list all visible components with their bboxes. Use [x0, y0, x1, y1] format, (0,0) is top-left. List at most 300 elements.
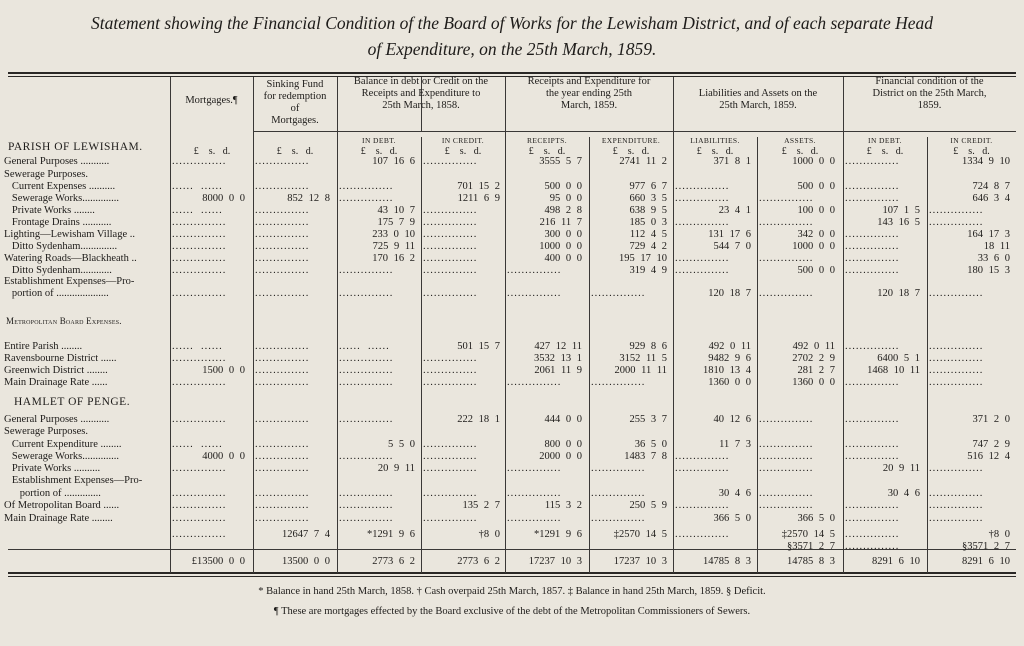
leader-dots: ...............: [172, 156, 227, 167]
amount-cell: 371 2 0: [972, 414, 1010, 425]
leader-dots: ...............: [423, 241, 478, 252]
amount-cell: 9482 9 6: [708, 353, 751, 364]
amount-cell: 17237 10 3: [613, 556, 667, 567]
leader-dots: ...............: [507, 513, 562, 524]
leader-dots: ...............: [591, 488, 646, 499]
leader-dots: ...............: [172, 414, 227, 425]
leader-dots: ...............: [845, 193, 900, 204]
psd-label: £ s. d.: [444, 146, 482, 157]
leader-dots: ...............: [845, 181, 900, 192]
amount-cell: 43 10 7: [377, 205, 415, 216]
leader-dots: ...............: [929, 353, 984, 364]
amount-cell: 929 8 6: [629, 341, 667, 352]
leader-dots: ...............: [759, 288, 814, 299]
leader-dots: ...............: [172, 265, 227, 276]
amount-cell: 30 4 6: [887, 488, 920, 499]
leader-dots: ...............: [759, 451, 814, 462]
amount-cell: 1810 13 4: [703, 365, 751, 376]
amount-cell: 36 5 0: [634, 439, 667, 450]
amount-cell: 300 0 0: [544, 229, 582, 240]
leader-dots: ...............: [845, 513, 900, 524]
leader-dots: ...............: [423, 463, 478, 474]
leader-dots: ...............: [845, 451, 900, 462]
leader-dots: ...............: [172, 241, 227, 252]
amount-cell: 500 0 0: [797, 181, 835, 192]
amount-cell: 1483 7 8: [624, 451, 667, 462]
amount-cell: 1468 10 11: [867, 365, 920, 376]
row-label: General Purposes ...........: [4, 414, 110, 425]
leader-dots: ...............: [507, 377, 562, 388]
amount-cell: 3152 11 5: [619, 353, 667, 364]
amount-cell: 1211 6 9: [457, 193, 500, 204]
leader-dots: ...............: [929, 365, 984, 376]
leader-dots: ...............: [423, 488, 478, 499]
leader-dots: ...............: [929, 288, 984, 299]
leader-dots: ...............: [591, 463, 646, 474]
amount-cell: 8291 6 10: [872, 556, 920, 567]
leader-dots: ...............: [172, 463, 227, 474]
amount-cell: 342 0 0: [797, 229, 835, 240]
amount-cell: 20 9 11: [377, 463, 415, 474]
amount-cell: 115 3 2: [544, 500, 582, 511]
amount-cell: 800 0 0: [544, 439, 582, 450]
leader-dots: ...............: [255, 181, 310, 192]
leader-dots: ...............: [172, 377, 227, 388]
amount-cell: 20 9 11: [882, 463, 920, 474]
leader-dots: ...............: [591, 288, 646, 299]
leader-dots: ...............: [759, 193, 814, 204]
leader-dots: ...............: [423, 365, 478, 376]
leader-dots: ...............: [675, 451, 730, 462]
leader-dots: ...............: [675, 529, 730, 540]
leader-dots: ...............: [929, 513, 984, 524]
leader-dots: ...............: [255, 241, 310, 252]
leader-dots: ...............: [423, 156, 478, 167]
subheader-receipts: RECEIPTS.: [526, 136, 568, 145]
leader-dots: ...............: [507, 288, 562, 299]
section-metropolitan: Metropolitan Board Expenses.: [6, 316, 122, 326]
psd-label: £ s. d.: [276, 146, 314, 157]
amount-cell: 4000 0 0: [202, 451, 245, 462]
subheader-expenditure: EXPENDITURE.: [601, 136, 661, 145]
amount-cell: 366 5 0: [797, 513, 835, 524]
col-divider: [927, 137, 928, 573]
amount-cell: 1334 9 10: [962, 156, 1010, 167]
leader-dots: ...............: [339, 513, 394, 524]
leader-dots: ...............: [845, 253, 900, 264]
leader-dots: ...............: [339, 500, 394, 511]
leader-dots: ...............: [172, 253, 227, 264]
leader-dots: ...............: [507, 265, 562, 276]
amount-cell: 107 16 6: [372, 156, 415, 167]
leader-dots: ...............: [255, 513, 310, 524]
psd-label: £ s. d.: [528, 146, 566, 157]
section-parish: PARISH OF LEWISHAM.: [8, 141, 143, 153]
amount-cell: 852 12 8: [287, 193, 330, 204]
amount-cell: 120 18 7: [877, 288, 920, 299]
leader-dots: ...............: [759, 439, 814, 450]
leader-dots: ...............: [675, 181, 730, 192]
amount-cell: 14785 8 3: [703, 556, 751, 567]
leader-dots: ...............: [339, 414, 394, 425]
leader-dots: ...............: [423, 288, 478, 299]
amount-cell: 2773 6 2: [457, 556, 500, 567]
amount-cell: 701 15 2: [457, 181, 500, 192]
leader-dots: ...............: [255, 156, 310, 167]
leader-dots: ...............: [339, 365, 394, 376]
row-label: Main Drainage Rate ........: [4, 513, 113, 524]
amount-cell: 2702 2 9: [792, 353, 835, 364]
leader-dots: ...............: [845, 541, 900, 552]
leader-dots: ...............: [255, 265, 310, 276]
leader-dots: ...............: [675, 265, 730, 276]
amount-cell: 492 0 11: [708, 341, 751, 352]
leader-dots: ...... ......: [172, 181, 223, 192]
leader-dots: ...............: [339, 265, 394, 276]
leader-dots: ...............: [339, 488, 394, 499]
leader-dots: ...............: [929, 463, 984, 474]
amount-cell: 281 2 7: [797, 365, 835, 376]
row-label: Watering Roads—Blackheath ..: [4, 253, 137, 264]
amount-cell: 498 2 8: [544, 205, 582, 216]
row-label: Frontage Drains ...........: [4, 217, 112, 228]
amount-cell: 1360 0 0: [792, 377, 835, 388]
header-liabilities-line: Liabilities and Assets on the: [698, 88, 818, 99]
amount-cell: *1291 9 6: [367, 529, 415, 540]
amount-cell: 143 16 5: [877, 217, 920, 228]
leader-dots: ...............: [675, 463, 730, 474]
leader-dots: ...............: [675, 217, 730, 228]
amount-cell: 8000 0 0: [202, 193, 245, 204]
leader-dots: ...............: [423, 253, 478, 264]
amount-cell: 2000 11 11: [614, 365, 667, 376]
amount-cell: *1291 9 6: [534, 529, 582, 540]
amount-cell: ‡2570 14 5: [781, 529, 835, 540]
leader-dots: ...............: [845, 265, 900, 276]
amount-cell: 107 1 5: [882, 205, 920, 216]
row-label: Main Drainage Rate ......: [4, 377, 108, 388]
amount-cell: 366 5 0: [713, 513, 751, 524]
title-line-2: of Expenditure, on the 25th March, 1859.: [367, 39, 657, 59]
amount-cell: 120 18 7: [708, 288, 751, 299]
amount-cell: 977 6 7: [629, 181, 667, 192]
amount-cell: 725 9 11: [372, 241, 415, 252]
amount-cell: 112 4 5: [629, 229, 667, 240]
leader-dots: ...............: [845, 529, 900, 540]
amount-cell: 18 11: [983, 241, 1010, 252]
title-line-1: Statement showing the Financial Condition of the Board of Works for the Lewisham District, and of each separate Head: [90, 13, 934, 33]
psd-label: £ s. d.: [953, 146, 990, 157]
amount-cell: 724 8 7: [972, 181, 1010, 192]
footnote-2: ¶ These are mortgages effected by the Board exclusive of the debt of the Metropolitan Commissioners of Sewers.: [273, 606, 751, 617]
amount-cell: 12647 7 4: [282, 529, 330, 540]
leader-dots: ...............: [845, 377, 900, 388]
amount-cell: 729 4 2: [629, 241, 667, 252]
leader-dots: ...............: [845, 414, 900, 425]
amount-cell: §3571 2 7: [787, 541, 835, 552]
header-balance-line: Balance in debt or Credit on the: [353, 76, 489, 87]
amount-cell: 516 12 4: [967, 451, 1010, 462]
amount-cell: 3555 5 7: [539, 156, 582, 167]
leader-dots: ...............: [255, 488, 310, 499]
row-label: Establishment Expenses—Pro-: [4, 276, 135, 287]
row-label: Entire Parish ........: [4, 341, 83, 352]
leader-dots: ...............: [423, 229, 478, 240]
leader-dots: ...............: [172, 288, 227, 299]
col-divider: [757, 137, 758, 573]
table-bottom-rule-thin: [8, 576, 1016, 577]
psd-label: £ s. d.: [612, 146, 650, 157]
leader-dots: ...............: [255, 463, 310, 474]
amount-cell: §3571 2 7: [962, 541, 1010, 552]
amount-cell: 233 0 10: [372, 229, 415, 240]
amount-cell: 23 4 1: [718, 205, 751, 216]
col-divider: [421, 137, 422, 573]
amount-cell: 175 7 9: [377, 217, 415, 228]
amount-cell: £13500 0 0: [191, 556, 245, 567]
leader-dots: ...............: [339, 288, 394, 299]
header-sinking-line: Mortgages.: [271, 115, 319, 126]
leader-dots: ...............: [759, 253, 814, 264]
amount-cell: 13500 0 0: [282, 556, 330, 567]
header-mortgages: Mortgages.¶: [185, 95, 238, 106]
amount-cell: †8 0: [988, 529, 1010, 540]
leader-dots: ...............: [591, 513, 646, 524]
row-label: Ditto Sydenham............: [4, 265, 112, 276]
table-top-rule: [8, 72, 1016, 74]
leader-dots: ...............: [845, 241, 900, 252]
row-label: portion of ..............: [4, 488, 101, 499]
header-financial-line: District on the 25th March,: [872, 88, 987, 99]
section-penge: HAMLET OF PENGE.: [14, 396, 131, 408]
leader-dots: ...............: [339, 181, 394, 192]
leader-dots: ...............: [507, 488, 562, 499]
amount-cell: 2741 11 2: [619, 156, 667, 167]
row-label: Sewerage Works..............: [4, 451, 120, 462]
leader-dots: ...............: [172, 529, 227, 540]
leader-dots: ...............: [929, 217, 984, 228]
leader-dots: ...............: [675, 500, 730, 511]
header-sinking-line: of: [290, 103, 300, 114]
leader-dots: ...............: [172, 488, 227, 499]
header-balance-line: 25th March, 1858.: [382, 100, 460, 111]
leader-dots: ...............: [845, 500, 900, 511]
footnote-1: * Balance in hand 25th March, 1858. † Cash overpaid 25th March, 1857. ‡ Balance in hand 25th March, 1859. § Deficit.: [258, 586, 766, 597]
row-label: Ravensbourne District ......: [4, 353, 117, 364]
leader-dots: ...............: [759, 414, 814, 425]
header-financial-line: Financial condition of the: [875, 76, 984, 87]
leader-dots: ...............: [339, 353, 394, 364]
leader-dots: ...............: [423, 439, 478, 450]
subheader-in_credit: IN CREDIT.: [441, 136, 485, 145]
amount-cell: 2000 0 0: [539, 451, 582, 462]
leader-dots: ...............: [172, 513, 227, 524]
header-receipts-line: March, 1859.: [560, 100, 618, 111]
leader-dots: ...............: [423, 265, 478, 276]
amount-cell: 216 11 7: [539, 217, 582, 228]
amount-cell: 222 18 1: [457, 414, 500, 425]
amount-cell: 100 0 0: [797, 205, 835, 216]
leader-dots: ...............: [423, 205, 478, 216]
amount-cell: 444 0 0: [544, 414, 582, 425]
leader-dots: ...............: [423, 217, 478, 228]
header-sinking-line: Sinking Fund: [266, 79, 324, 90]
subheader-liabilities: LIABILITIES.: [690, 136, 740, 145]
leader-dots: ...............: [591, 377, 646, 388]
leader-dots: ...............: [845, 341, 900, 352]
amount-cell: 319 4 9: [629, 265, 667, 276]
leader-dots: ...............: [255, 217, 310, 228]
leader-dots: ...............: [255, 500, 310, 511]
amount-cell: 11 7 3: [719, 439, 751, 450]
leader-dots: ...............: [675, 193, 730, 204]
row-label: Sewerage Works..............: [4, 193, 120, 204]
amount-cell: 400 0 0: [544, 253, 582, 264]
leader-dots: ...............: [255, 229, 310, 240]
row-label: Greenwich District ........: [4, 365, 108, 376]
header-rule: [337, 131, 1016, 132]
amount-cell: †8 0: [478, 529, 500, 540]
leader-dots: ...............: [255, 253, 310, 264]
row-label: Current Expenses ..........: [4, 181, 116, 192]
leader-dots: ...............: [759, 463, 814, 474]
leader-dots: ...............: [255, 451, 310, 462]
leader-dots: ...............: [172, 217, 227, 228]
leader-dots: ...............: [845, 439, 900, 450]
amount-cell: 17237 10 3: [528, 556, 582, 567]
psd-label: £ s. d.: [866, 146, 904, 157]
row-label: Of Metropolitan Board ......: [4, 500, 120, 511]
leader-dots: ...............: [845, 156, 900, 167]
psd-label: £ s. d.: [696, 146, 734, 157]
amount-cell: 14785 8 3: [787, 556, 835, 567]
amount-cell: 747 2 9: [972, 439, 1010, 450]
amount-cell: 131 17 6: [708, 229, 751, 240]
subheader-in_debt: IN DEBT.: [362, 136, 396, 145]
leader-dots: ...... ......: [172, 439, 223, 450]
amount-cell: 1360 0 0: [708, 377, 751, 388]
leader-dots: ...............: [423, 377, 478, 388]
amount-cell: 195 17 10: [619, 253, 667, 264]
leader-dots: ...............: [929, 341, 984, 352]
amount-cell: 544 7 0: [713, 241, 751, 252]
leader-dots: ...............: [172, 229, 227, 240]
leader-dots: ...............: [845, 229, 900, 240]
amount-cell: 427 12 11: [534, 341, 582, 352]
amount-cell: 255 3 7: [629, 414, 667, 425]
leader-dots: ...... ......: [339, 341, 390, 352]
subheader-in_debt2: IN DEBT.: [868, 136, 902, 145]
leader-dots: ...............: [172, 353, 227, 364]
amount-cell: 2061 11 9: [534, 365, 582, 376]
leader-dots: ...............: [255, 414, 310, 425]
leader-dots: ...............: [675, 253, 730, 264]
amount-cell: 180 15 3: [967, 265, 1010, 276]
subheader-assets: ASSETS.: [784, 136, 816, 145]
amount-cell: 1000 0 0: [539, 241, 582, 252]
psd-label: £ s. d.: [193, 146, 231, 157]
leader-dots: ...............: [339, 451, 394, 462]
table-bottom-rule: [8, 572, 1016, 574]
row-label: Lighting—Lewisham Village ..: [4, 229, 135, 240]
leader-dots: ...............: [255, 365, 310, 376]
amount-cell: 5 5 0: [388, 439, 415, 450]
header-financial-line: 1859.: [917, 100, 942, 111]
amount-cell: 135 2 7: [462, 500, 500, 511]
amount-cell: 170 16 2: [372, 253, 415, 264]
leader-dots: ...............: [255, 205, 310, 216]
amount-cell: ‡2570 14 5: [613, 529, 667, 540]
leader-dots: ...............: [759, 500, 814, 511]
leader-dots: ...... ......: [172, 205, 223, 216]
leader-dots: ...............: [255, 439, 310, 450]
subheader-in_credit2: IN CREDIT.: [950, 136, 993, 145]
header-liabilities-line: 25th March, 1859.: [719, 100, 797, 111]
leader-dots: ...............: [255, 341, 310, 352]
row-label: portion of ....................: [4, 288, 109, 299]
leader-dots: ...............: [759, 488, 814, 499]
leader-dots: ...............: [339, 193, 394, 204]
header-rule: [253, 131, 337, 132]
leader-dots: ...............: [172, 500, 227, 511]
leader-dots: ...............: [339, 377, 394, 388]
row-label: Private Works ........: [4, 205, 95, 216]
amount-cell: 501 15 7: [457, 341, 500, 352]
amount-cell: 660 3 5: [629, 193, 667, 204]
amount-cell: 638 9 5: [629, 205, 667, 216]
leader-dots: ...............: [255, 288, 310, 299]
amount-cell: 3532 13 1: [534, 353, 582, 364]
amount-cell: 40 12 6: [713, 414, 751, 425]
amount-cell: 8291 6 10: [962, 556, 1010, 567]
leader-dots: ...... ......: [172, 341, 223, 352]
leader-dots: ...............: [423, 353, 478, 364]
amount-cell: 33 6 0: [977, 253, 1010, 264]
amount-cell: 164 17 3: [967, 229, 1010, 240]
row-label: General Purposes ...........: [4, 156, 110, 167]
leader-dots: ...............: [255, 377, 310, 388]
amount-cell: 250 5 9: [629, 500, 667, 511]
row-label: Establishment Expenses—Pro-: [4, 475, 143, 486]
header-sinking-line: for redemption: [263, 91, 327, 102]
amount-cell: 2773 6 2: [372, 556, 415, 567]
amount-cell: 371 8 1: [713, 156, 751, 167]
amount-cell: 6400 5 1: [877, 353, 920, 364]
row-label: Sewerage Purposes.: [4, 426, 88, 437]
amount-cell: 500 0 0: [544, 181, 582, 192]
leader-dots: ...............: [929, 377, 984, 388]
amount-cell: 492 0 11: [792, 341, 835, 352]
amount-cell: 1000 0 0: [792, 156, 835, 167]
leader-dots: ...............: [423, 513, 478, 524]
amount-cell: 646 3 4: [972, 193, 1010, 204]
header-balance-line: Receipts and Expenditure to: [361, 88, 481, 99]
amount-cell: 500 0 0: [797, 265, 835, 276]
amount-cell: 1000 0 0: [792, 241, 835, 252]
row-label: Sewerage Purposes.: [4, 169, 88, 180]
col-divider: [589, 137, 590, 573]
leader-dots: ...............: [929, 205, 984, 216]
amount-cell: 185 0 3: [629, 217, 667, 228]
amount-cell: 95 0 0: [549, 193, 582, 204]
leader-dots: ...............: [507, 463, 562, 474]
leader-dots: ...............: [759, 217, 814, 228]
psd-label: £ s. d.: [360, 146, 398, 157]
leader-dots: ...............: [929, 488, 984, 499]
psd-label: £ s. d.: [781, 146, 819, 157]
leader-dots: ...............: [929, 500, 984, 511]
row-label: Current Expenditure ........: [4, 439, 122, 450]
